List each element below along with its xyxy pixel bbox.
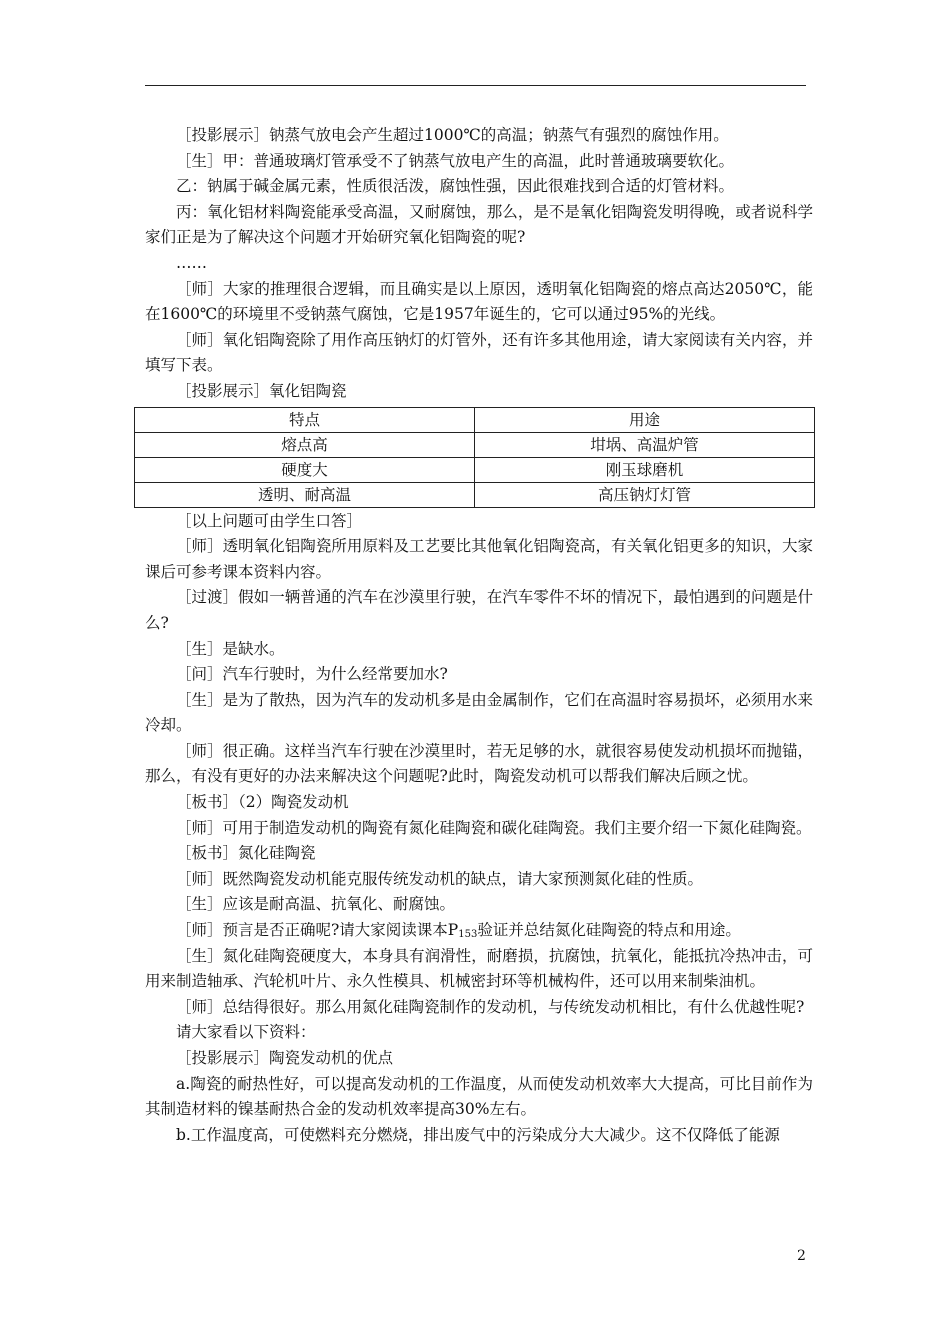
board-note: ［板书］（2）陶瓷发动机 bbox=[176, 793, 349, 812]
table-row bbox=[135, 457, 815, 482]
table-header-cell: 特点 bbox=[135, 407, 475, 432]
ellipsis-line: …… bbox=[176, 253, 207, 272]
page-subscript: 153 bbox=[458, 929, 478, 941]
paragraph: 请大家看以下资料： bbox=[176, 1023, 316, 1042]
document-body bbox=[145, 123, 813, 1148]
paragraph: ［师］既然陶瓷发动机能克服传统发动机的缺点，请大家预测氮化硅的性质。 bbox=[176, 869, 704, 888]
paragraph: ［投影展示］氧化铝陶瓷 bbox=[176, 381, 347, 400]
paragraph: ［师］氧化铝陶瓷除了用作高压钠灯的灯管外，还有许多其他用途，请大家阅读有关内容，并填写下表。 bbox=[145, 330, 813, 375]
list-item: a.陶瓷的耐热性好，可以提高发动机的工作温度，从而使发动机效率大大提高，可比目前作为其制造材料的镍基耐热合金的发动机效率提高30%左右。 bbox=[145, 1074, 813, 1119]
header-rule bbox=[145, 85, 806, 86]
paragraph: ［投影展示］钠蒸气放电会产生超过1000℃的高温；钠蒸气有强烈的腐蚀作用。 bbox=[176, 126, 729, 144]
paragraph: ［以上问题可由学生口答］ bbox=[176, 511, 363, 530]
table-cell: 坩埚、高温炉管 bbox=[475, 432, 815, 457]
page-number: 2 bbox=[797, 1248, 806, 1264]
paragraph: ［生］氮化硅陶瓷硬度大，本身具有润滑性，耐磨损，抗腐蚀，抗氧化，能抵抗冷热冲击，可用来制造轴承、汽轮机叶片、永久性模具、机械密封环等机械构件，还可以用来制柴油机。 bbox=[145, 946, 813, 991]
table-header-row bbox=[135, 407, 815, 432]
paragraph: ［生］甲：普通玻璃灯管承受不了钠蒸气放电产生的高温，此时普通玻璃要软化。 bbox=[176, 151, 735, 170]
board-note: ［板书］氮化硅陶瓷 bbox=[176, 844, 316, 863]
table-row bbox=[135, 482, 815, 507]
table-cell: 刚玉球磨机 bbox=[475, 457, 815, 482]
paragraph: ［师］可用于制造发动机的陶瓷有氮化硅陶瓷和碳化硅陶瓷。我们主要介绍一下氮化硅陶瓷。 bbox=[176, 818, 812, 837]
table-header-cell: 用途 bbox=[475, 407, 815, 432]
table-row bbox=[135, 432, 815, 457]
paragraph: ［问］汽车行驶时，为什么经常要加水? bbox=[176, 665, 448, 684]
paragraph: ［师］大家的推理很合逻辑，而且确实是以上原因，透明氧化铝陶瓷的熔点高达2050℃，能在1600℃的环境里不受钠蒸气腐蚀，它是1957年诞生的，它可以通过95%的光线。 bbox=[145, 279, 813, 324]
paragraph: ［生］是为了散热，因为汽车的发动机多是由金属制作，它们在高温时容易损坏，必须用水来冷却。 bbox=[145, 690, 813, 735]
table-cell: 熔点高 bbox=[135, 432, 475, 457]
paragraph: ［生］应该是耐高温、抗氧化、耐腐蚀。 bbox=[176, 895, 456, 914]
paragraph: ［过渡］假如一辆普通的汽车在沙漠里行驶，在汽车零件不坏的情况下，最怕遇到的问题是什么? bbox=[145, 588, 813, 632]
text-run: 验证并总结氮化硅陶瓷的特点和用途。 bbox=[477, 921, 741, 940]
paragraph: ［师］总结得很好。那么用氮化硅陶瓷制作的发动机，与传统发动机相比，有什么优越性呢? bbox=[176, 997, 805, 1016]
text-run: ［师］预言是否正确呢?请大家阅读课本P bbox=[176, 921, 459, 940]
table-cell: 硬度大 bbox=[135, 457, 475, 482]
paragraph: ［投影展示］陶瓷发动机的优点 bbox=[176, 1049, 394, 1067]
paragraph: 乙：钠属于碱金属元素，性质很活泼，腐蚀性强，因此很难找到合适的灯管材料。 bbox=[176, 177, 735, 196]
list-item: b.工作温度高，可使燃料充分燃烧，排出废气中的污染成分大大减少。这不仅降低了能源 bbox=[176, 1125, 780, 1144]
paragraph: 丙：氧化铝材料陶瓷能承受高温，又耐腐蚀，那么，是不是氧化铝陶瓷发明得晚，或者说科学家们正是为了解决这个问题才开始研究氧化铝陶瓷的呢? bbox=[145, 202, 813, 247]
paragraph: ［生］是缺水。 bbox=[176, 639, 285, 658]
paragraph-textbook-reference bbox=[145, 918, 813, 944]
alumina-ceramics-table bbox=[134, 407, 815, 508]
paragraph: ［师］透明氧化铝陶瓷所用原料及工艺要比其他氧化铝陶瓷高，有关氧化铝更多的知识，大家课后可参考课本资料内容。 bbox=[145, 537, 813, 581]
table-cell: 透明、耐高温 bbox=[135, 482, 475, 507]
paragraph: ［师］很正确。这样当汽车行驶在沙漠里时，若无足够的水，就很容易使发动机损坏而抛锚，那么，有没有更好的办法来解决这个问题呢?此时，陶瓷发动机可以帮我们解决后顾之忧。 bbox=[145, 741, 813, 786]
table-cell: 高压钠灯灯管 bbox=[475, 482, 815, 507]
